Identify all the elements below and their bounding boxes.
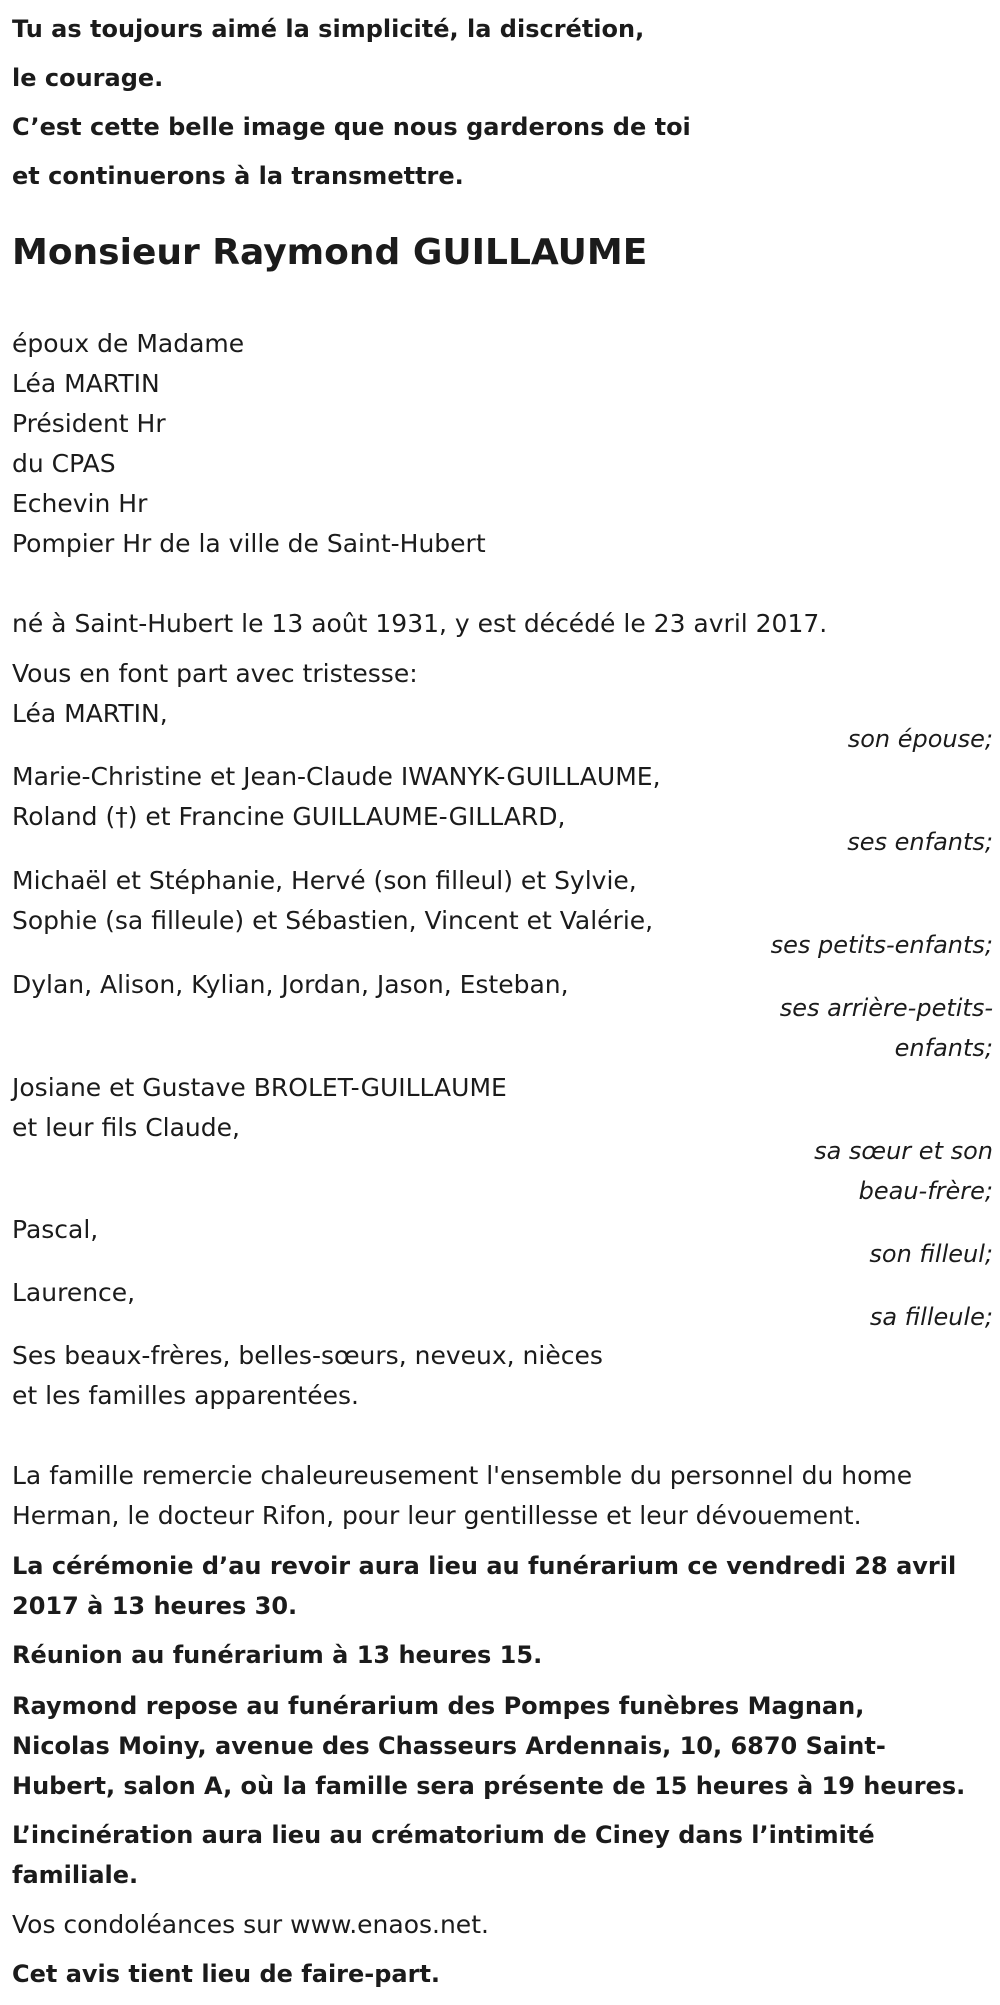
title-line: du CPAS xyxy=(12,449,116,478)
role-line: sa sœur et son xyxy=(814,1137,993,1165)
grandchildren-block xyxy=(12,861,653,941)
thanks-line: Herman, le docteur Rifon, pour leur gentillesse et leur dévouement. xyxy=(12,1501,862,1530)
cremation-line: familiale. xyxy=(12,1861,139,1889)
thanks-line: La famille remercie chaleureusement l'ensemble du personnel du home xyxy=(12,1461,913,1490)
spouse-role: son épouse; xyxy=(847,725,993,753)
children-role: ses enfants; xyxy=(847,828,993,856)
repose-line: Hubert, salon A, où la famille sera présente de 15 heures à 19 heures. xyxy=(12,1772,966,1800)
title-line: Président Hr xyxy=(12,409,166,438)
birth-death-line: né à Saint-Hubert le 13 août 1931, y est décédé le 23 avril 2017. xyxy=(12,609,828,638)
title-line: Pompier Hr de la ville de Saint-Hubert xyxy=(12,529,486,558)
great-grandchildren-names: Dylan, Alison, Kylian, Jordan, Jason, Esteban, xyxy=(12,970,569,999)
godson-role: son filleul; xyxy=(869,1240,993,1268)
ceremony-line: La cérémonie d’au revoir aura lieu au funérarium ce vendredi 28 avril xyxy=(12,1552,957,1580)
inlaws-line: et les familles apparentées. xyxy=(12,1381,359,1410)
great-grandchildren-role xyxy=(780,988,993,1068)
inlaws-block xyxy=(12,1336,603,1416)
goddaughter-name: Laurence, xyxy=(12,1278,136,1307)
cremation-line: L’incinération aura lieu au crématorium de Ciney dans l’intimité xyxy=(12,1821,875,1849)
role-line: enfants; xyxy=(894,1034,993,1062)
spouse-name: Léa MARTIN, xyxy=(12,699,168,728)
sister-role xyxy=(814,1131,993,1211)
announce-intro: Vous en font part avec tristesse: xyxy=(12,659,418,688)
thanks-paragraph xyxy=(12,1456,912,1536)
repose-paragraph xyxy=(12,1686,965,1806)
sister-line: et leur fils Claude, xyxy=(12,1113,240,1142)
sister-line: Josiane et Gustave BROLET-GUILLAUME xyxy=(12,1073,507,1102)
closing-line: Cet avis tient lieu de faire-part. xyxy=(12,1960,441,1988)
repose-line: Nicolas Moiny, avenue des Chasseurs Ardennais, 10, 6870 Saint- xyxy=(12,1732,886,1760)
children-line: Marie-Christine et Jean-Claude IWANYK-GUILLAUME, xyxy=(12,762,661,791)
goddaughter-role: sa filleule; xyxy=(869,1303,993,1331)
grandchildren-line: Michaël et Stéphanie, Hervé (son filleul) et Sylvie, xyxy=(12,866,637,895)
title-line: Echevin Hr xyxy=(12,489,148,518)
grandchildren-line: Sophie (sa filleule) et Sébastien, Vincent et Valérie, xyxy=(12,906,654,935)
deceased-name: Monsieur Raymond GUILLAUME xyxy=(12,232,648,273)
ceremony-line: 2017 à 13 heures 30. xyxy=(12,1592,298,1620)
role-line: beau-frère; xyxy=(858,1177,993,1205)
title-line: époux de Madame xyxy=(12,329,245,358)
grandchildren-role: ses petits-enfants; xyxy=(770,931,993,959)
opening-quote xyxy=(12,5,691,201)
title-line: Léa MARTIN xyxy=(12,369,160,398)
quote-line: C’est cette belle image que nous garderons de toi xyxy=(12,113,691,141)
inlaws-line: Ses beaux-frères, belles-sœurs, neveux, nièces xyxy=(12,1341,603,1370)
children-line: Roland (†) et Francine GUILLAUME-GILLARD, xyxy=(12,802,566,831)
titles-block xyxy=(12,324,486,564)
ceremony-paragraph xyxy=(12,1546,956,1626)
repose-line: Raymond repose au funérarium des Pompes funèbres Magnan, xyxy=(12,1692,865,1720)
role-line: ses arrière-petits- xyxy=(779,994,993,1022)
sister-block xyxy=(12,1068,507,1148)
cremation-paragraph xyxy=(12,1815,875,1895)
quote-line: et continuerons à la transmettre. xyxy=(12,162,464,190)
godson-name: Pascal, xyxy=(12,1215,99,1244)
reunion-line: Réunion au funérarium à 13 heures 15. xyxy=(12,1641,543,1669)
quote-line: le courage. xyxy=(12,64,164,92)
quote-line: Tu as toujours aimé la simplicité, la discrétion, xyxy=(12,15,645,43)
children-block xyxy=(12,757,661,837)
condolences-line: Vos condoléances sur www.enaos.net. xyxy=(12,1910,489,1939)
